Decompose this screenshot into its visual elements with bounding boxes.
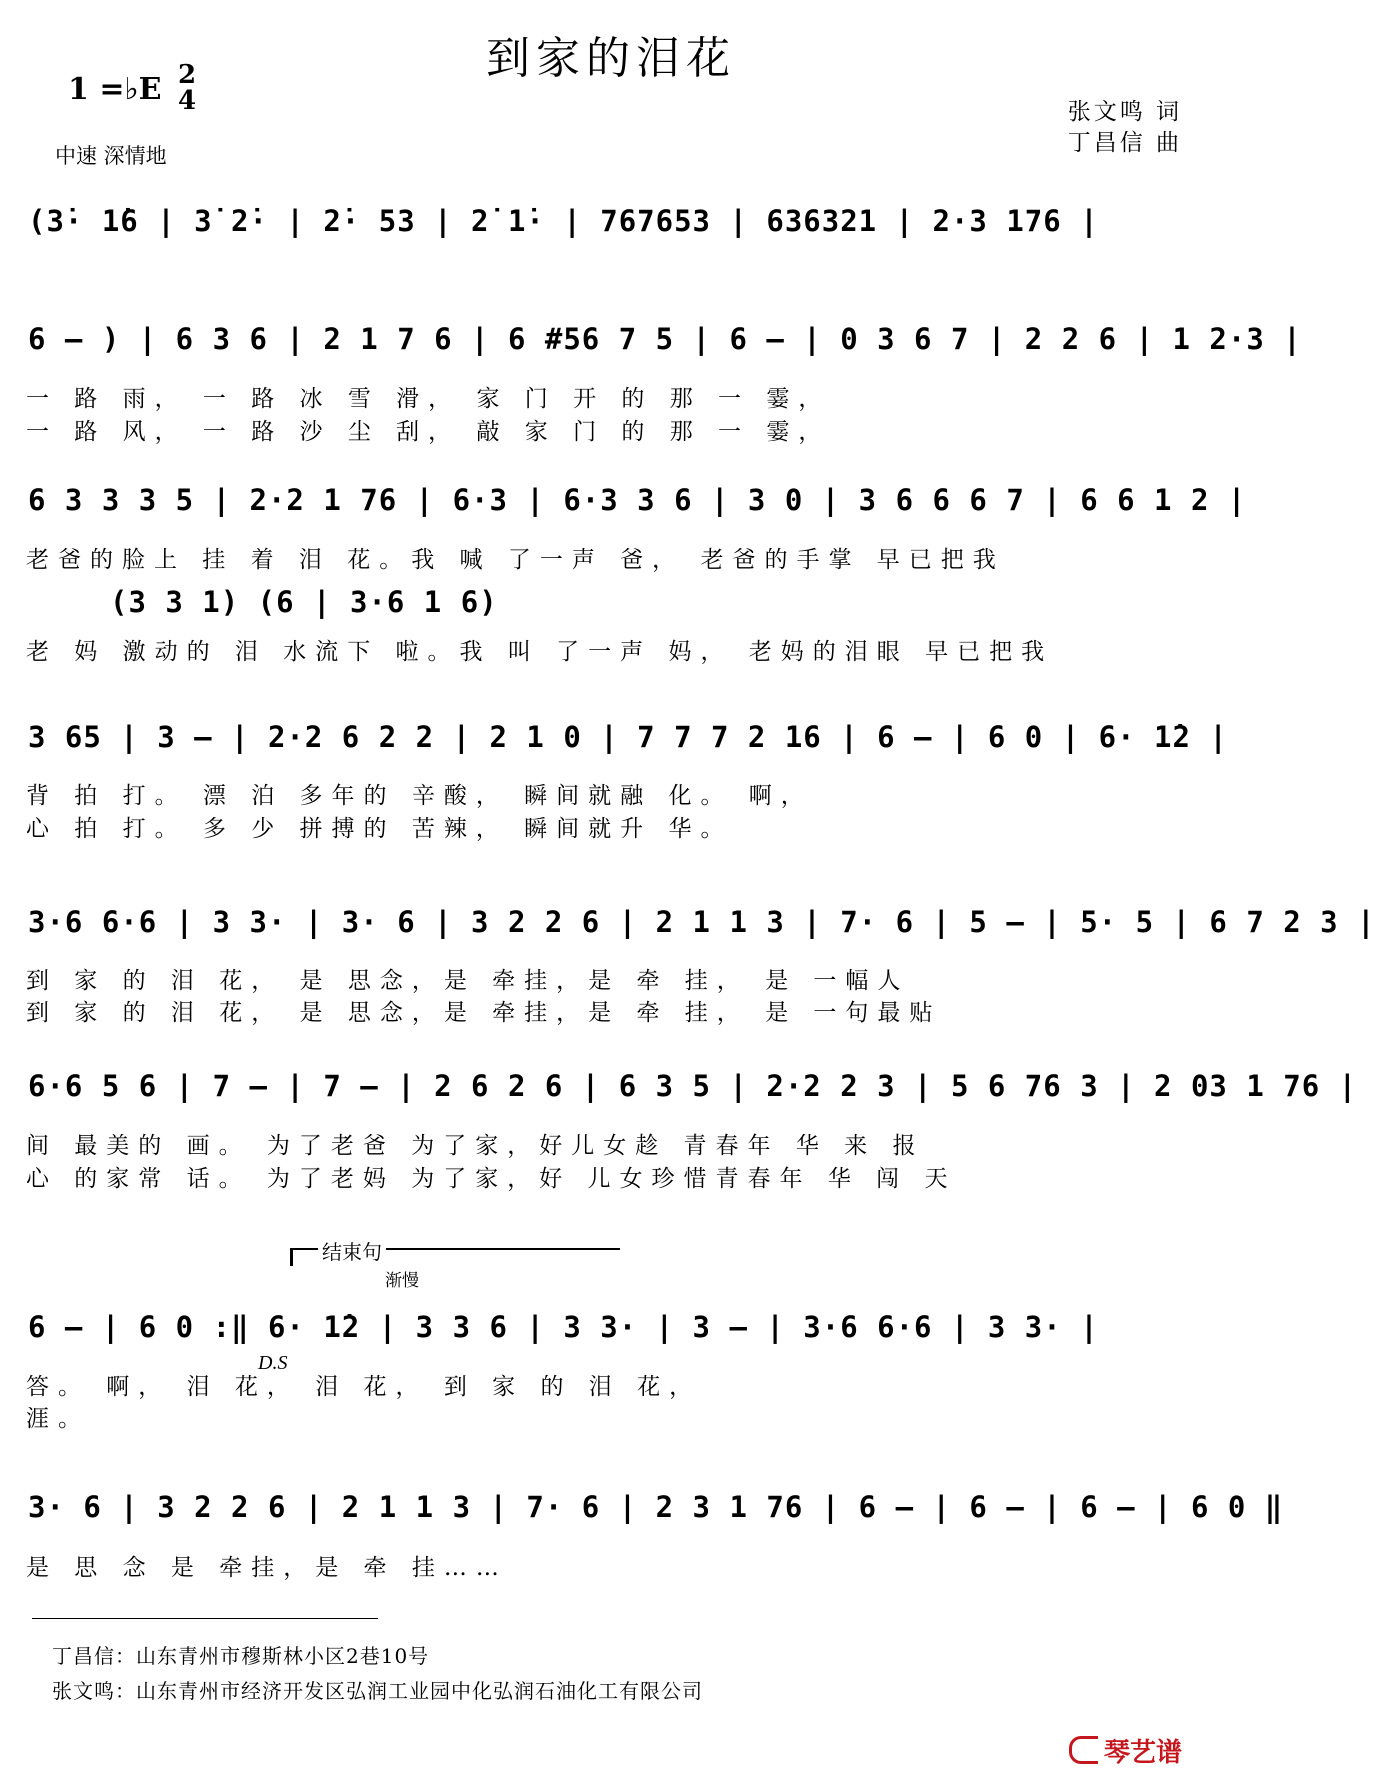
lyric-line-verse1: 老爸的脸上 挂 着 泪 花。我 喊 了一声 爸， 老爸的手掌 早已把我: [26, 547, 1005, 573]
notation-line: 3 65 | 3 — | 2·2 6 2 2 | 2 1 0 | 7 7 7 2 16 | 6 — | 6 0 | 6· 1̇2 |: [28, 720, 1228, 754]
lyric-line-verse1: 答。 啊， 泪 花， 泪 花， 到 家 的 泪 花，: [26, 1374, 702, 1400]
footnote-lyricist-address: 张文鸣：山东青州市经济开发区弘润工业园中化弘润石油化工有限公司: [52, 1679, 703, 1703]
notation-variant-line: (3 3 1) (6 | 3·6 1 6): [110, 585, 498, 619]
lyric-line-verse2: 心 拍 打。 多 少 拼搏的 苦辣， 瞬间就升 华。: [26, 816, 733, 842]
notation-line: (3̇· 1̇6 | 3̇ 2̇· | 2̇· 53 | 2̇ 1̇· | 767653 | 636321 | 2·3 176 |: [28, 204, 1099, 238]
lyric-line-verse1: 间 最美的 画。 为了老爸 为了家，好儿女趁 青春年 华 来 报: [26, 1133, 925, 1159]
dal-segno-marking: D.S: [258, 1352, 288, 1374]
notation-line: 6·6 5 6 | 7 — | 7 — | 2 6 2 6 | 6 3 5 | 2·2 2 3 | 5 6 76 3 | 2 03 1 76 |: [28, 1069, 1358, 1103]
tempo-marking: 中速 深情地: [55, 144, 167, 168]
notation-line: 6 — | 6 0 :‖ 6· 1̇2 | 3 3 6 | 3 3· | 3 — | 3·6 6·6 | 3 3· |: [28, 1310, 1099, 1344]
watermark-logo: [1069, 1732, 1182, 1769]
notation-line: 6 3 3 3 5 | 2·2 1 76 | 6·3 | 6·3 3 6 | 3 0 | 3 6 6 6 7 | 6 6 1 2 |: [28, 483, 1247, 517]
lyric-line-verse2: 老 妈 激动的 泪 水流下 啦。我 叫 了一声 妈， 老妈的泪眼 早已把我: [26, 639, 1054, 665]
key-signature: 1 =♭E: [68, 72, 162, 107]
composer-credit: 丁昌信 曲: [1067, 130, 1182, 156]
ending-bracket: [290, 1248, 293, 1266]
lyric-line-verse2: 一 路 风， 一 路 沙 尘 刮， 敲 家 门 的 那 一 霎，: [26, 419, 831, 445]
time-denominator: 4: [178, 86, 197, 116]
ritardando-marking: 渐慢: [385, 1271, 419, 1290]
lyric-line-verse1: 一 路 雨， 一 路 冰 雪 滑， 家 门 开 的 那 一 霎，: [26, 386, 831, 412]
lyric-line-verse1: 到 家 的 泪 花， 是 思念，是 牵挂，是 牵 挂， 是 一幅人: [26, 968, 910, 994]
footnote-composer-address: 丁昌信：山东青州市穆斯林小区2巷10号: [52, 1644, 430, 1668]
notation-line: 3· 6 | 3 2 2 6 | 2 1 1 3 | 7· 6 | 2 3 1 76 | 6 — | 6 — | 6 — | 6 0 ‖: [28, 1490, 1284, 1524]
lyric-line: 是 思 念 是 牵挂，是 牵 挂……: [26, 1555, 508, 1581]
song-title: 到家的泪花: [486, 33, 736, 84]
notation-line: 6 — ) | 6 3 6 | 2 1 7 6 | 6 #56 7 5 | 6 — | 0 3 6 7 | 2 2 6 | 1 2·3 |: [28, 322, 1302, 356]
ending-label: 结束句: [318, 1236, 386, 1265]
time-numerator: 2: [178, 60, 197, 90]
lyric-line-verse2: 涯。: [26, 1406, 90, 1432]
time-signature: [178, 62, 196, 114]
lyricist-credit: 张文鸣 词: [1067, 99, 1182, 125]
footnote-divider: [32, 1618, 378, 1619]
notation-line: 3·6 6·6 | 3 3· | 3· 6 | 3 2 2 6 | 2 1 1 3 | 7· 6 | 5 — | 5· 5 | 6 7 2 3 |: [28, 905, 1376, 939]
logo-icon: [1069, 1736, 1098, 1764]
lyric-line-verse2: 到 家 的 泪 花， 是 思念，是 牵挂，是 牵 挂， 是 一句最贴: [26, 1000, 942, 1026]
watermark-text: 琴艺谱: [1103, 1738, 1182, 1768]
lyric-line-verse1: 背 拍 打。 漂 泊 多年的 辛酸， 瞬间就融 化。 啊，: [26, 783, 813, 809]
lyric-line-verse2: 心 的家常 话。 为了老妈 为了家，好 儿女珍惜青春年 华 闯 天: [26, 1166, 957, 1192]
